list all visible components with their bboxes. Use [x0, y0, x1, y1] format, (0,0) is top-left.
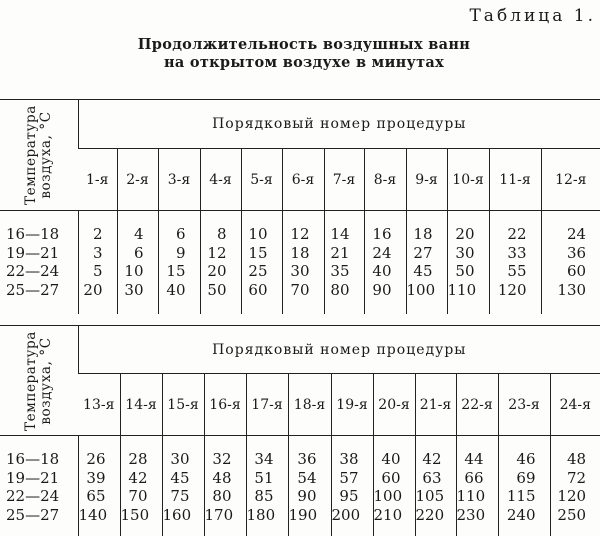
procedure-number: 21-я: [415, 374, 456, 436]
procedure-number: 19-я: [331, 374, 373, 436]
value-cell: 60: [242, 281, 282, 300]
value-cell: 4: [118, 225, 158, 244]
value-cell: 120: [551, 487, 600, 506]
value-column: [162, 436, 204, 536]
value-column: [288, 436, 331, 536]
value-cell: 210: [374, 506, 415, 525]
procedure-number: 10-я: [447, 149, 489, 211]
table-procedures-13-24: [0, 325, 600, 536]
value-cell: 30: [283, 262, 324, 281]
value-column: [158, 211, 200, 314]
procedure-number: 2-я: [117, 149, 158, 211]
value-cell: 75: [163, 487, 204, 506]
value-cell: 115: [499, 487, 550, 506]
temperature-range: 16—18: [6, 450, 78, 469]
value-cell: 69: [499, 469, 550, 488]
value-cell: 6: [159, 225, 200, 244]
procedure-number: 11-я: [489, 149, 541, 211]
value-cell: 46: [499, 450, 550, 469]
value-cell: 60: [374, 469, 415, 488]
value-cell: 130: [542, 281, 600, 300]
value-cell: 20: [79, 281, 117, 300]
value-cell: 95: [332, 487, 373, 506]
temperature-range: 22—24: [6, 487, 78, 506]
procedure-number: 20-я: [373, 374, 415, 436]
value-cell: 160: [163, 506, 204, 525]
value-cell: 14: [325, 225, 364, 244]
value-column: [120, 436, 162, 536]
value-cell: 250: [551, 506, 600, 525]
value-cell: 70: [283, 281, 324, 300]
temperature-range: 19—21: [6, 469, 78, 488]
temperature-range: 22—24: [6, 262, 78, 281]
value-column: [204, 436, 246, 536]
value-cell: 65: [79, 487, 120, 506]
value-cell: 27: [407, 244, 447, 263]
value-cell: 110: [457, 487, 498, 506]
temperature-range: 16—18: [6, 225, 78, 244]
value-column: [489, 211, 541, 314]
procedure-number-row: [0, 149, 600, 211]
value-cell: 21: [325, 244, 364, 263]
row-header-line-2: воздуха, °С: [39, 105, 54, 205]
value-column: [282, 211, 324, 314]
value-cell: 30: [448, 244, 489, 263]
value-cell: 60: [542, 262, 600, 281]
procedure-number: 7-я: [324, 149, 364, 211]
value-column: [456, 436, 498, 536]
value-column: [200, 211, 241, 314]
value-cell: 54: [289, 469, 331, 488]
value-cell: 33: [490, 244, 541, 263]
value-cell: 240: [499, 506, 550, 525]
value-cell: 35: [325, 262, 364, 281]
value-column: [447, 211, 489, 314]
value-cell: 38: [332, 450, 373, 469]
value-cell: 190: [289, 506, 331, 525]
value-cell: 6: [118, 244, 158, 263]
value-cell: 48: [205, 469, 246, 488]
value-cell: 63: [416, 469, 456, 488]
values-row: [0, 211, 600, 314]
value-cell: 40: [159, 281, 200, 300]
value-cell: 66: [457, 469, 498, 488]
value-cell: 12: [283, 225, 324, 244]
row-header-line-1: Температура: [24, 105, 39, 205]
row-header: [24, 331, 54, 431]
value-cell: 105: [416, 487, 456, 506]
value-cell: 39: [79, 469, 120, 488]
value-cell: 57: [332, 469, 373, 488]
procedure-number: 13-я: [78, 374, 120, 436]
value-cell: 36: [542, 244, 600, 263]
temperature-column: [0, 211, 78, 314]
procedure-number: 15-я: [162, 374, 204, 436]
row-header: [24, 105, 54, 205]
value-cell: 15: [242, 244, 282, 263]
procedure-number: 6-я: [282, 149, 324, 211]
value-cell: 3: [79, 244, 117, 263]
procedure-number: 12-я: [541, 149, 600, 211]
value-cell: 18: [283, 244, 324, 263]
value-cell: 36: [289, 450, 331, 469]
value-column: [364, 211, 406, 314]
value-cell: 24: [365, 244, 406, 263]
row-header-cell: [0, 100, 78, 211]
value-cell: 10: [118, 262, 158, 281]
procedure-number: 5-я: [241, 149, 282, 211]
procedure-number: 16-я: [204, 374, 246, 436]
procedure-number: 3-я: [158, 149, 200, 211]
value-column: [406, 211, 447, 314]
value-cell: 26: [79, 450, 120, 469]
value-cell: 28: [121, 450, 162, 469]
temperature-column: [0, 436, 78, 536]
value-cell: 20: [201, 262, 241, 281]
procedure-number: 23-я: [498, 374, 550, 436]
value-cell: 2: [79, 225, 117, 244]
table-procedures-1-12: [0, 99, 600, 314]
value-column: [78, 211, 117, 314]
value-cell: 42: [416, 450, 456, 469]
value-cell: 70: [121, 487, 162, 506]
value-cell: 45: [407, 262, 447, 281]
procedure-number: 17-я: [246, 374, 288, 436]
value-cell: 85: [247, 487, 288, 506]
value-column: [541, 211, 600, 314]
value-column: [373, 436, 415, 536]
value-cell: 9: [159, 244, 200, 263]
value-cell: 230: [457, 506, 498, 525]
value-column: [498, 436, 550, 536]
value-cell: 150: [121, 506, 162, 525]
row-header-cell: [0, 326, 78, 436]
procedure-number: 18-я: [288, 374, 331, 436]
value-column: [550, 436, 600, 536]
value-cell: 72: [551, 469, 600, 488]
value-cell: 55: [490, 262, 541, 281]
value-cell: 34: [247, 450, 288, 469]
value-cell: 10: [242, 225, 282, 244]
value-column: [78, 436, 120, 536]
value-cell: 48: [551, 450, 600, 469]
value-cell: 30: [163, 450, 204, 469]
value-cell: 100: [407, 281, 447, 300]
value-cell: 50: [448, 262, 489, 281]
value-cell: 42: [121, 469, 162, 488]
value-cell: 180: [247, 506, 288, 525]
value-cell: 170: [205, 506, 246, 525]
value-cell: 20: [448, 225, 489, 244]
title-line-2: на открытом воздухе в минутах: [0, 54, 600, 72]
value-column: [415, 436, 456, 536]
procedure-number-row: [0, 374, 600, 436]
value-cell: 220: [416, 506, 456, 525]
value-cell: 80: [205, 487, 246, 506]
value-cell: 90: [289, 487, 331, 506]
value-cell: 44: [457, 450, 498, 469]
values-row: [0, 436, 600, 536]
title-line-1: Продолжительность воздушных ванн: [0, 36, 600, 54]
value-cell: 5: [79, 262, 117, 281]
value-cell: 40: [374, 450, 415, 469]
row-header-line-2: воздуха, °С: [39, 331, 54, 431]
value-column: [241, 211, 282, 314]
value-cell: 25: [242, 262, 282, 281]
temperature-range: 25—27: [6, 281, 78, 300]
table-number: Таблица 1.: [469, 6, 596, 26]
value-cell: 8: [201, 225, 241, 244]
table-title: [0, 36, 600, 72]
procedure-number: 8-я: [364, 149, 406, 211]
value-cell: 32: [205, 450, 246, 469]
value-cell: 15: [159, 262, 200, 281]
column-group-caption: Порядковый номер процедуры: [78, 326, 600, 374]
procedure-number: 9-я: [406, 149, 447, 211]
value-cell: 140: [79, 506, 120, 525]
value-cell: 18: [407, 225, 447, 244]
value-column: [117, 211, 158, 314]
procedure-number: 4-я: [200, 149, 241, 211]
procedure-number: 1-я: [78, 149, 117, 211]
column-group-caption: Порядковый номер процедуры: [78, 100, 600, 149]
value-cell: 51: [247, 469, 288, 488]
procedure-number: 24-я: [550, 374, 600, 436]
row-header-line-1: Температура: [24, 331, 39, 431]
temperature-range: 19—21: [6, 244, 78, 263]
value-cell: 80: [325, 281, 364, 300]
procedure-number: 22-я: [456, 374, 498, 436]
procedure-number: 14-я: [120, 374, 162, 436]
value-cell: 40: [365, 262, 406, 281]
value-cell: 100: [374, 487, 415, 506]
temperature-range: 25—27: [6, 506, 78, 525]
value-column: [331, 436, 373, 536]
value-cell: 12: [201, 244, 241, 263]
value-column: [246, 436, 288, 536]
value-cell: 30: [118, 281, 158, 300]
value-cell: 45: [163, 469, 204, 488]
value-cell: 110: [448, 281, 489, 300]
value-column: [324, 211, 364, 314]
value-cell: 200: [332, 506, 373, 525]
value-cell: 50: [201, 281, 241, 300]
value-cell: 22: [490, 225, 541, 244]
value-cell: 120: [490, 281, 541, 300]
value-cell: 90: [365, 281, 406, 300]
value-cell: 16: [365, 225, 406, 244]
value-cell: 24: [542, 225, 600, 244]
